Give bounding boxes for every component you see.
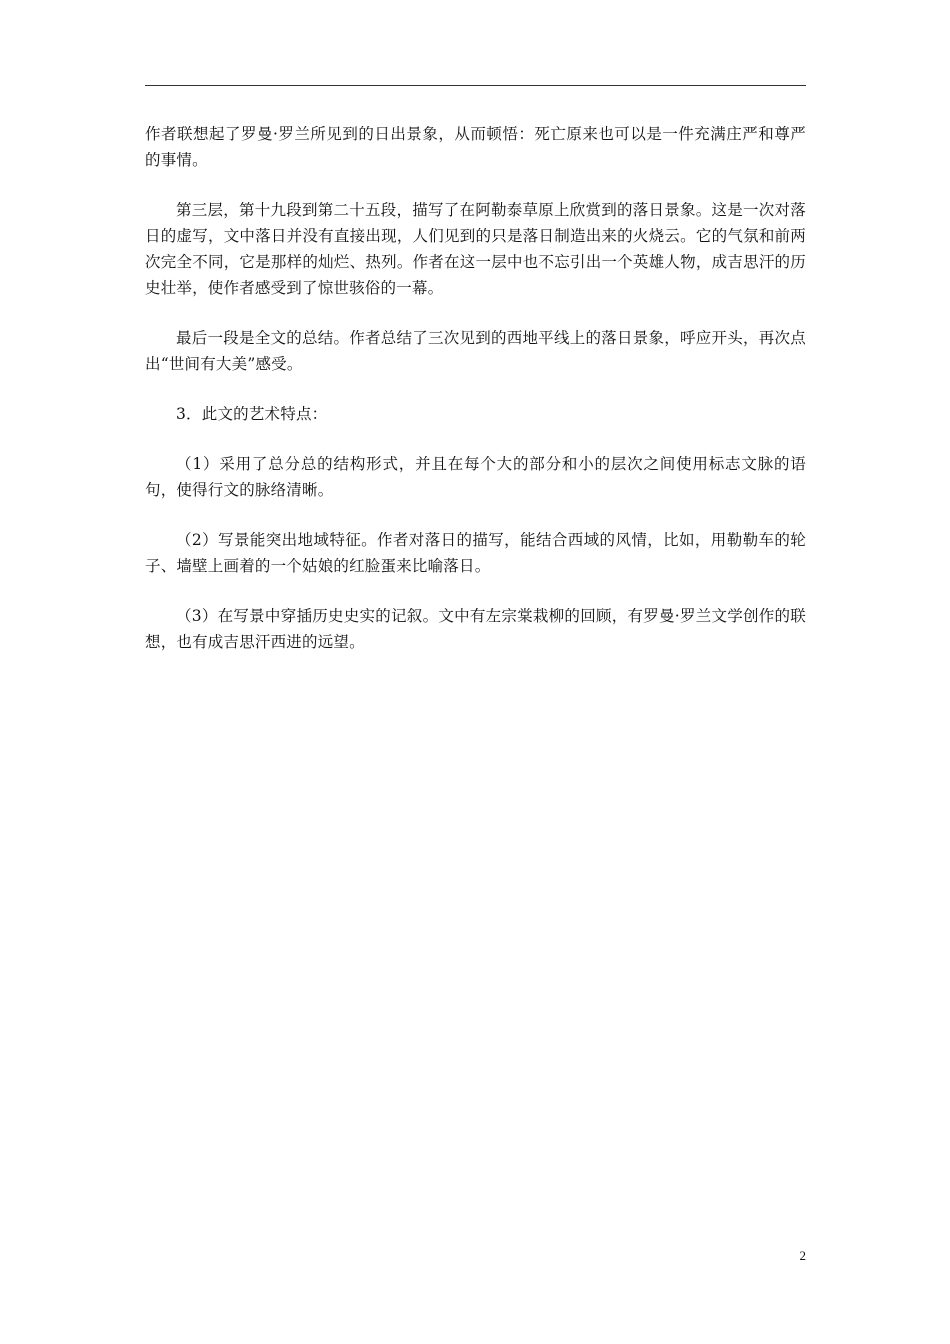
document-body (145, 121, 806, 679)
paragraph-feature-2: （2）写景能突出地域特征。作者对落日的描写，能结合西域的风情，比如，用勒勒车的轮子、墙壁上画着的一个姑娘的红脸蛋来比喻落日。 (145, 531, 806, 575)
page-number: 2 (799, 1248, 806, 1263)
paragraph-third-layer: 第三层，第十九段到第二十五段，描写了在阿勒泰草原上欣赏到的落日景象。这是一次对落日的虚写，文中落日并没有直接出现，人们见到的只是落日制造出来的火烧云。它的气氛和前两次完全不同，它是那样的灿烂、热列。作者在这一层中也不忘引出一个英雄人物，成吉思汗的历史壮举，使作者感受到了惊世骇俗的一幕。 (145, 201, 806, 297)
paragraph-feature-1: （1）采用了总分总的结构形式，并且在每个大的部分和小的层次之间使用标志文脉的语句，使得行文的脉络清晰。 (145, 455, 806, 499)
section-heading-art-features: 3．此文的艺术特点： (176, 405, 328, 423)
paragraph-feature-3: （3）在写景中穿插历史史实的记叙。文中有左宗棠栽柳的回顾，有罗曼·罗兰文学创作的联想，也有成吉思汗西进的远望。 (145, 607, 806, 651)
paragraph-continuation: 作者联想起了罗曼·罗兰所见到的日出景象，从而顿悟：死亡原来也可以是一件充满庄严和尊严的事情。 (145, 125, 806, 169)
header-rule (145, 85, 806, 86)
paragraph-conclusion: 最后一段是全文的总结。作者总结了三次见到的西地平线上的落日景象，呼应开头，再次点出“世间有大美”感受。 (145, 329, 806, 373)
